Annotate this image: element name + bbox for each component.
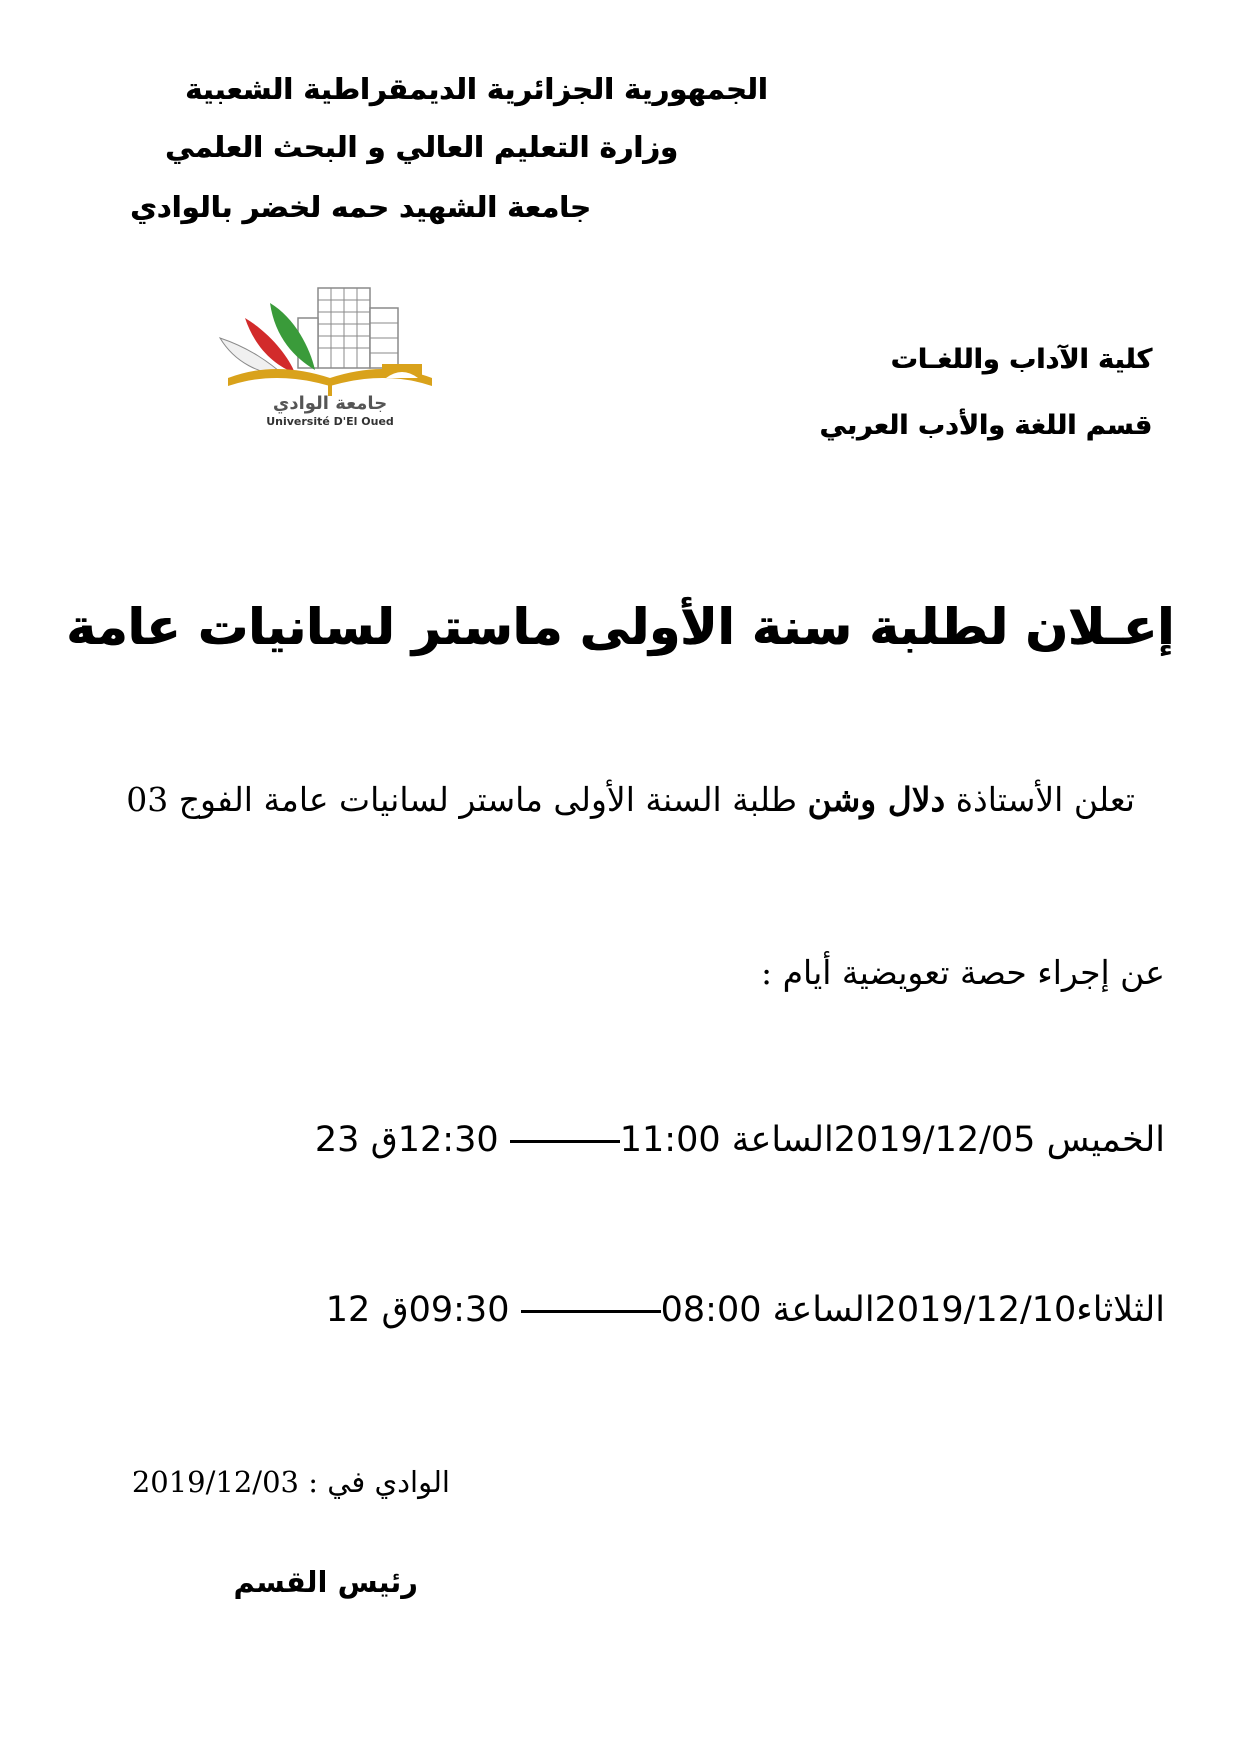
schedule-day: الثلاثاء <box>1076 1290 1165 1330</box>
schedule-start: 11:00 <box>619 1120 721 1160</box>
schedule-end: 12:30 <box>397 1120 499 1160</box>
intro-suffix: طلبة السنة الأولى ماستر لسانيات عامة الفوج 03 <box>126 780 798 819</box>
logo-arabic-name: جامعة الوادي <box>272 393 388 414</box>
schedule-row <box>326 1290 1165 1330</box>
signature-title: رئيس القسم <box>233 1565 418 1599</box>
schedule-time-label: الساعة <box>772 1290 875 1330</box>
schedule-dash <box>521 1310 661 1313</box>
header-university: جامعة الشهيد حمه لخضر بالوادي <box>130 190 591 224</box>
place-label: الوادي في : <box>308 1465 450 1499</box>
announcement-title: إعـلان لطلبة سنة الأولى ماستر لسانيات عامة <box>65 598 1175 656</box>
schedule-time-label: الساعة <box>731 1120 834 1160</box>
faculty-name: كلية الآداب واللغـات <box>890 344 1152 375</box>
schedule-date: 2019/12/10 <box>874 1290 1077 1330</box>
schedule-room-label: ق <box>370 1120 398 1160</box>
place-date <box>132 1465 450 1499</box>
schedule-room-label: ق <box>381 1290 409 1330</box>
university-logo <box>200 278 460 428</box>
schedule-end: 09:30 <box>408 1290 510 1330</box>
logo-latin-name: Université D'El Oued <box>266 415 394 428</box>
announcement-request: عن إجراء حصة تعويضية أيام : <box>761 953 1165 992</box>
header-republic: الجمهورية الجزائرية الديمقراطية الشعبية <box>185 72 768 106</box>
schedule-start: 08:00 <box>660 1290 762 1330</box>
schedule-room: 12 <box>325 1290 371 1330</box>
professor-name: دلال وشن <box>807 780 946 819</box>
intro-prefix: تعلن الأستاذة <box>955 780 1135 819</box>
schedule-day: الخميس <box>1046 1120 1165 1160</box>
schedule-date: 2019/12/05 <box>833 1120 1036 1160</box>
announcement-intro <box>126 780 1135 819</box>
issue-date: 2019/12/03 <box>131 1465 299 1499</box>
schedule-row <box>315 1120 1165 1160</box>
header-ministry: وزارة التعليم العالي و البحث العلمي <box>165 130 678 164</box>
schedule-dash <box>510 1140 620 1143</box>
department-name: قسم اللغة والأدب العربي <box>819 410 1152 441</box>
schedule-room: 23 <box>314 1120 360 1160</box>
